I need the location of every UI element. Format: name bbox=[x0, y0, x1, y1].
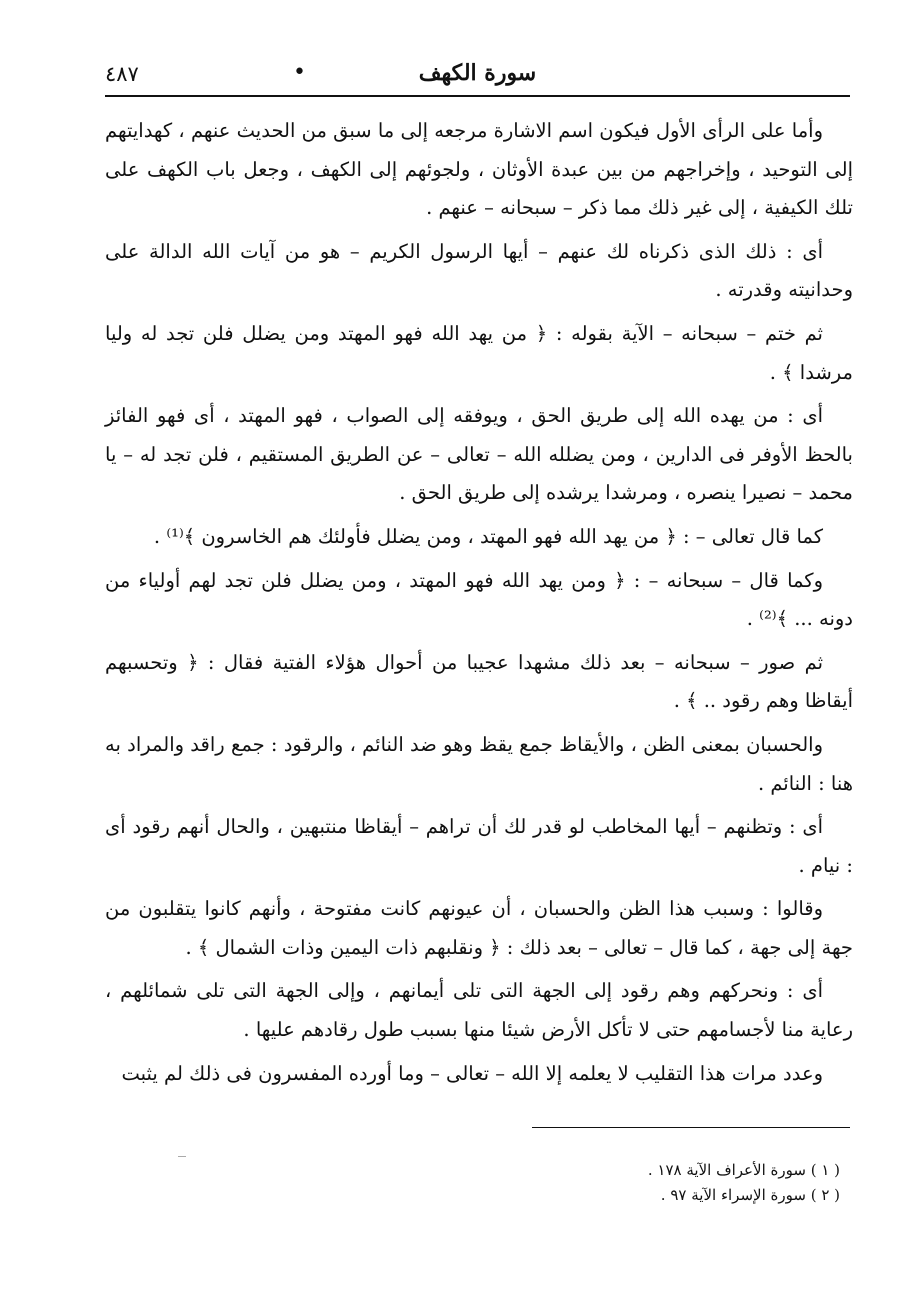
paragraph: أى : وتظنهم – أيها المخاطب لو قدر لك أن تراهم – أيقاظا منتبهين ، والحال أنهم رقود أى : نيام . bbox=[105, 815, 853, 877]
footnote: ( ١ ) سورة الأعراف الآية ١٧٨ . bbox=[647, 1161, 840, 1179]
paragraph: كما قال تعالى – : ﴿ من يهد الله فهو المهتد ، ومن يضلل فأولئك هم الخاسرون ﴾⁽¹⁾ . bbox=[153, 524, 823, 548]
paragraph: وعدد مرات هذا التقليب لا يعلمه إلا الله – تعالى – وما أورده المفسرون فى ذلك لم يثبت bbox=[121, 1061, 823, 1085]
paragraph: أى : ذلك الذى ذكرناه لك عنهم – أيها الرسول الكريم – هو من آيات الله الدالة على وحدانيته وقدرته . bbox=[105, 239, 853, 302]
paragraph: وكما قال – سبحانه – : ﴿ ومن يهد الله فهو المهتد ، ومن يضلل فلن تجد لهم أولياء من دونه ... ﴾⁽²⁾ . bbox=[105, 568, 853, 631]
paragraph: والحسبان بمعنى الظن ، والأيقاظ جمع يقظ وهو ضد النائم ، والرقود : جمع راقد والمراد به هنا : النائم . bbox=[105, 732, 853, 795]
scan-mark bbox=[178, 1156, 186, 1157]
header-bullet: • bbox=[293, 60, 306, 85]
footnote: ( ٢ ) سورة الإسراء الآية ٩٧ . bbox=[660, 1186, 840, 1204]
page-number: ٤٨٧ bbox=[105, 62, 139, 86]
main-text bbox=[105, 112, 853, 1098]
paragraph: وأما على الرأى الأول فيكون اسم الاشارة مرجعه إلى ما سبق من الحديث عنهم ، كهدايتهم إلى التوحيد ، وإخراجهم من بين عبدة الأوثان ، ولجوئهم إلى الكهف ، وجعل باب الكهف على تلك الكيفية ، إلى غير ذلك مما ذكر – سبحانه – عنهم . bbox=[105, 119, 853, 220]
paragraph: أى : من يهده الله إلى طريق الحق ، ويوفقه إلى الصواب ، فهو المهتد ، أى فهو الفائز بالحظ الأوفر فى الدارين ، ومن يضلله الله – تعالى – عن الطريق المستقيم ، فلن تجد له – يا محمد – نصيرا ينصره ، ومرشدا يرشده إلى طريق الحق . bbox=[105, 404, 853, 505]
paragraph: أى : ونحركهم وهم رقود إلى الجهة التى تلى أيمانهم ، وإلى الجهة التى تلى شمائلهم ، رعاية منا لأجسامهم حتى لا تأكل الأرض شيئا منها بسبب طول رقادهم عليها . bbox=[105, 979, 853, 1042]
footnote-separator bbox=[532, 1127, 850, 1128]
footnotes bbox=[300, 1158, 840, 1208]
paragraph: وقالوا : وسبب هذا الظن والحسبان ، أن عيونهم كانت مفتوحة ، وأنهم كانوا يتقلبون من جهة إلى جهة ، كما قال – تعالى – بعد ذلك : ﴿ ونقلبهم ذات اليمين وذات الشمال ﴾ . bbox=[105, 897, 853, 959]
paragraph: ثم ختم – سبحانه – الآية بقوله : ﴿ من يهد الله فهو المهتد ومن يضلل فلن تجد له وليا مرشدا ﴾ . bbox=[105, 321, 853, 384]
page-header bbox=[105, 52, 850, 92]
paragraph: ثم صور – سبحانه – بعد ذلك مشهدا عجيبا من أحوال هؤلاء الفتية فقال : ﴿ وتحسبهم أيقاظا وهم رقود .. ﴾ . bbox=[105, 650, 853, 713]
running-title: سورة الكهف bbox=[418, 60, 537, 86]
header-rule bbox=[105, 95, 850, 97]
